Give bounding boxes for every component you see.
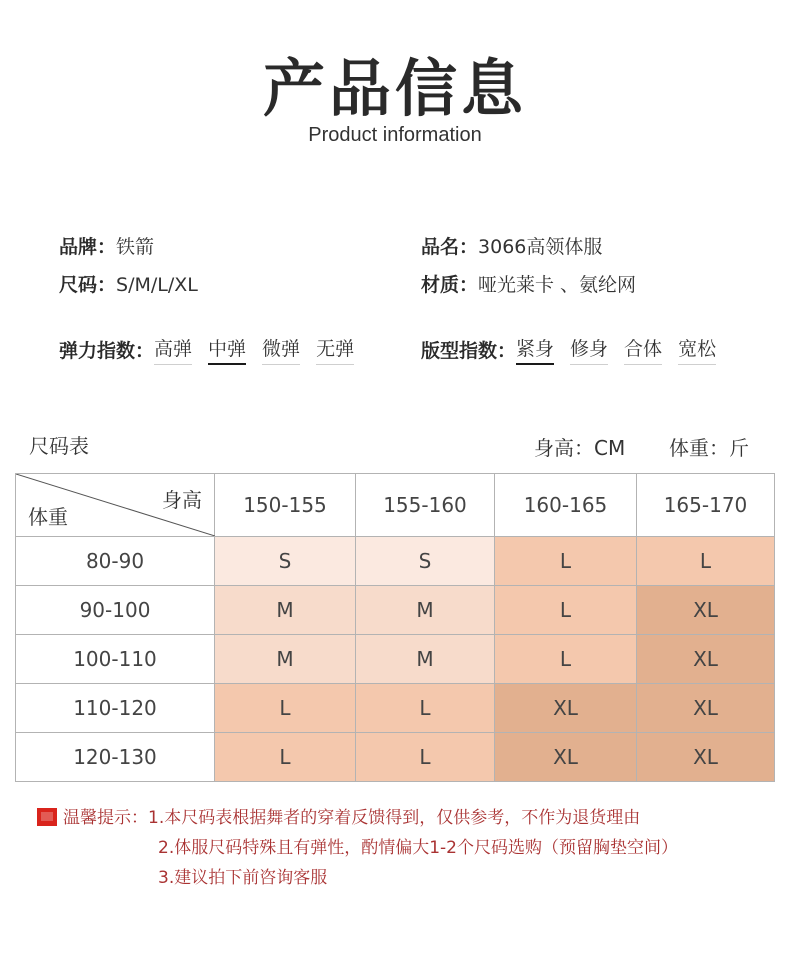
size-cell: L (356, 733, 495, 782)
name-value: 3066高领体服 (478, 236, 603, 258)
material-value: 哑光莱卡 、氨纶网 (478, 274, 637, 296)
size-table (15, 473, 775, 782)
size-chart-title: 尺码表 (29, 434, 89, 458)
fit-option: 合体 (624, 334, 662, 365)
fit-scale (421, 334, 732, 365)
elasticity-option: 高弹 (154, 334, 192, 365)
table-row (16, 537, 775, 586)
size-cell: XL (637, 684, 775, 733)
tips-line: 3.建议拍下前咨询客服 (158, 868, 328, 888)
size-cell: L (215, 733, 356, 782)
size-cell: XL (495, 684, 637, 733)
size-value: S/M/L/XL (116, 274, 198, 296)
size-cell: L (215, 684, 356, 733)
height-unit: 身高：CM (534, 436, 626, 460)
tips-line: 2.体服尺码特殊且有弹性，酌情偏大1-2个尺码选购（预留胸垫空间） (158, 838, 678, 858)
fit-option: 紧身 (516, 334, 554, 365)
size-cell: M (215, 586, 356, 635)
tips-label: 温馨提示： (63, 808, 148, 828)
table-row (16, 586, 775, 635)
material-label: 材质： (421, 274, 479, 296)
page-subtitle: Product information (308, 124, 482, 146)
elasticity-label: 弹力指数： (59, 340, 155, 362)
tips-section (37, 803, 678, 893)
brand-value: 铁箭 (116, 236, 155, 258)
name-row (421, 232, 602, 259)
row-header: 120-130 (16, 733, 215, 782)
column-header: 165-170 (637, 474, 775, 537)
size-cell: XL (637, 586, 775, 635)
size-cell: L (495, 537, 637, 586)
table-row (16, 684, 775, 733)
elasticity-scale (59, 334, 370, 365)
elasticity-option: 中弹 (208, 334, 246, 365)
fit-label: 版型指数： (421, 340, 517, 362)
page-title: 产品信息 (262, 52, 527, 125)
material-row (421, 270, 636, 297)
size-cell: L (495, 635, 637, 684)
size-cell: M (215, 635, 356, 684)
tips-text: 1.本尺码表根据舞者的穿着反馈得到，仅供参考，不作为退货理由 (148, 808, 641, 828)
column-header: 160-165 (495, 474, 637, 537)
column-header: 155-160 (356, 474, 495, 537)
size-cell: S (356, 537, 495, 586)
tips-line (37, 803, 678, 833)
corner-height-label: 身高 (162, 488, 202, 512)
size-label: 尺码： (59, 274, 117, 296)
column-header: 150-155 (215, 474, 356, 537)
table-row (16, 635, 775, 684)
size-cell: L (495, 586, 637, 635)
fit-option: 宽松 (678, 334, 716, 365)
size-cell: L (356, 684, 495, 733)
elasticity-option: 无弹 (316, 334, 354, 365)
size-cell: M (356, 586, 495, 635)
fit-option: 修身 (570, 334, 608, 365)
table-corner-cell (16, 474, 215, 537)
name-label: 品名： (421, 236, 479, 258)
row-header: 110-120 (16, 684, 215, 733)
brand-row (59, 232, 154, 259)
size-cell: M (356, 635, 495, 684)
table-row (16, 733, 775, 782)
size-cell: XL (637, 635, 775, 684)
table-header-row (16, 474, 775, 537)
row-header: 100-110 (16, 635, 215, 684)
weight-unit: 体重：斤 (669, 436, 749, 460)
brand-label: 品牌： (59, 236, 117, 258)
elasticity-option: 微弹 (262, 334, 300, 365)
size-row (59, 270, 198, 297)
size-cell: XL (637, 733, 775, 782)
flag-icon (37, 808, 57, 826)
size-cell: S (215, 537, 356, 586)
row-header: 80-90 (16, 537, 215, 586)
corner-weight-label: 体重 (28, 505, 68, 529)
size-cell: L (637, 537, 775, 586)
size-cell: XL (495, 733, 637, 782)
row-header: 90-100 (16, 586, 215, 635)
